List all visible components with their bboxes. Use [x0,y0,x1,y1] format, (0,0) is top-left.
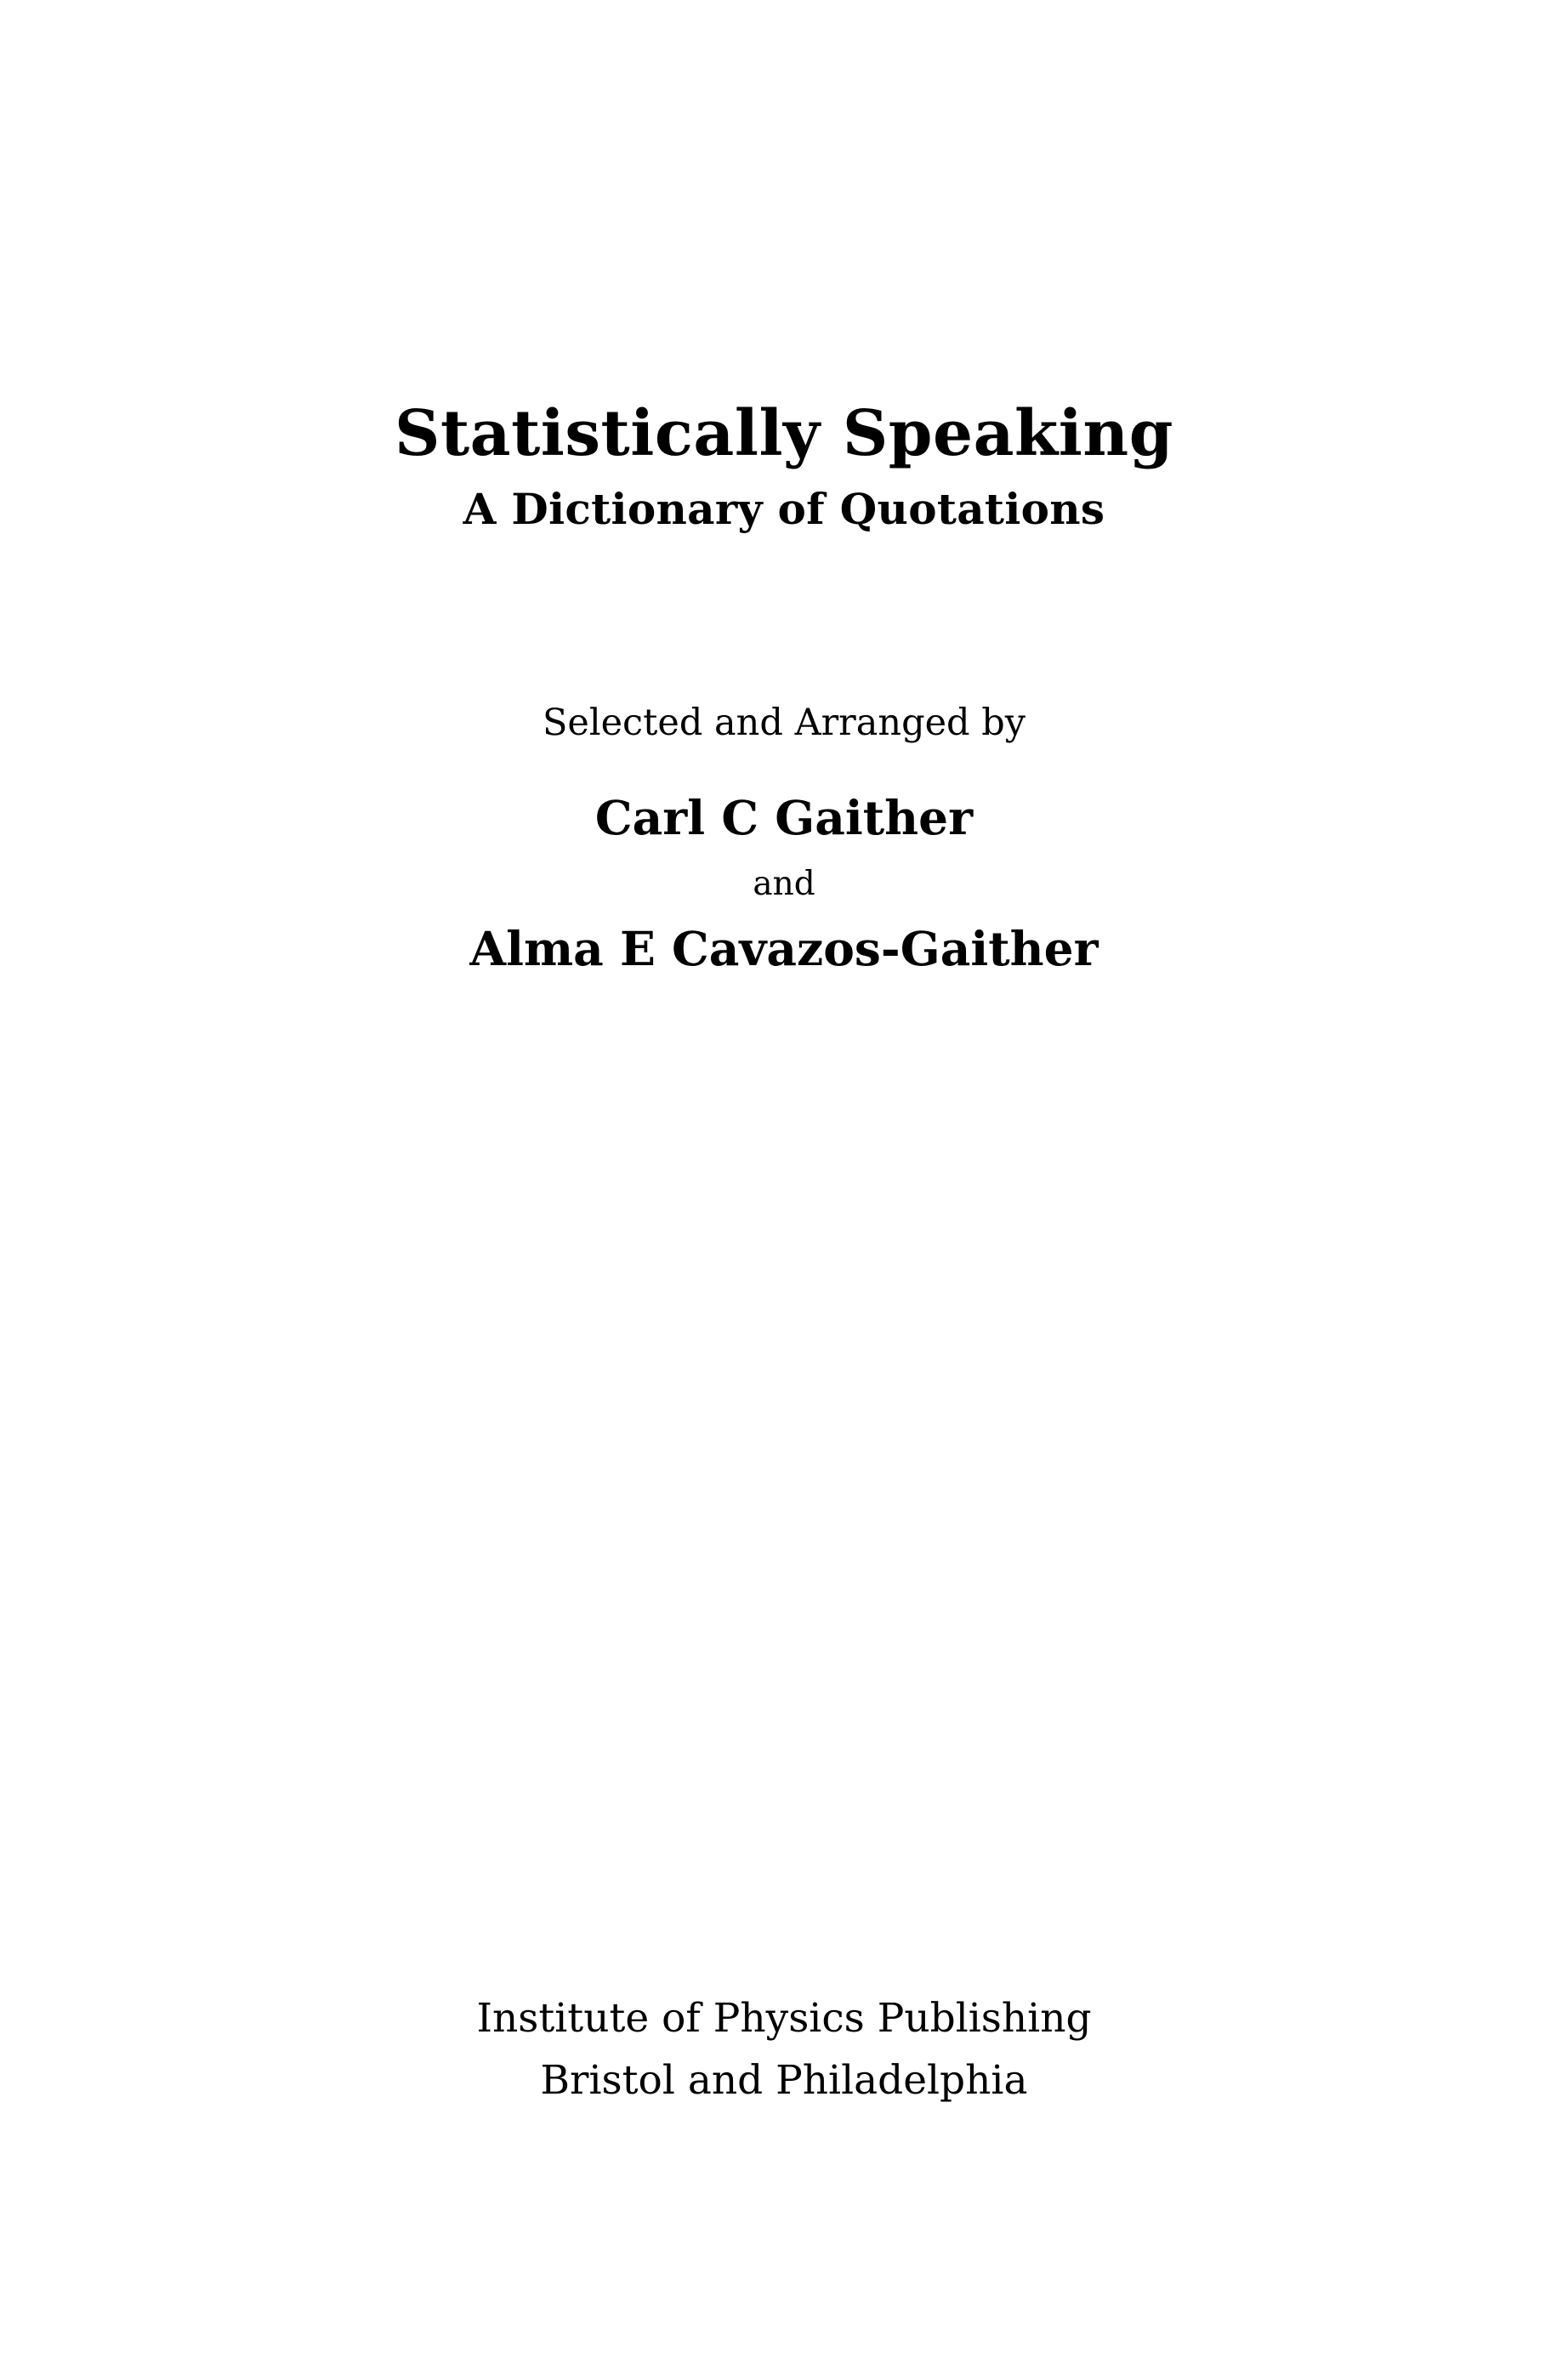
publisher-block [0,1994,1568,2106]
publisher-name: Institute of Physics Publishing [476,1995,1092,2042]
byline-block [0,702,1568,977]
page-subtitle: A Dictionary of Quotations [463,484,1105,535]
credit-line: Selected and Arranged by [542,702,1026,744]
title-block [0,397,1568,535]
author-secondary: Alma E Cavazos-Gaither [469,921,1099,977]
publisher-locations: Bristol and Philadelphia [540,2056,1028,2104]
page-title: Statistically Speaking [395,397,1173,470]
author-primary: Carl C Gaither [594,789,974,845]
author-conjunction: and [753,864,815,903]
